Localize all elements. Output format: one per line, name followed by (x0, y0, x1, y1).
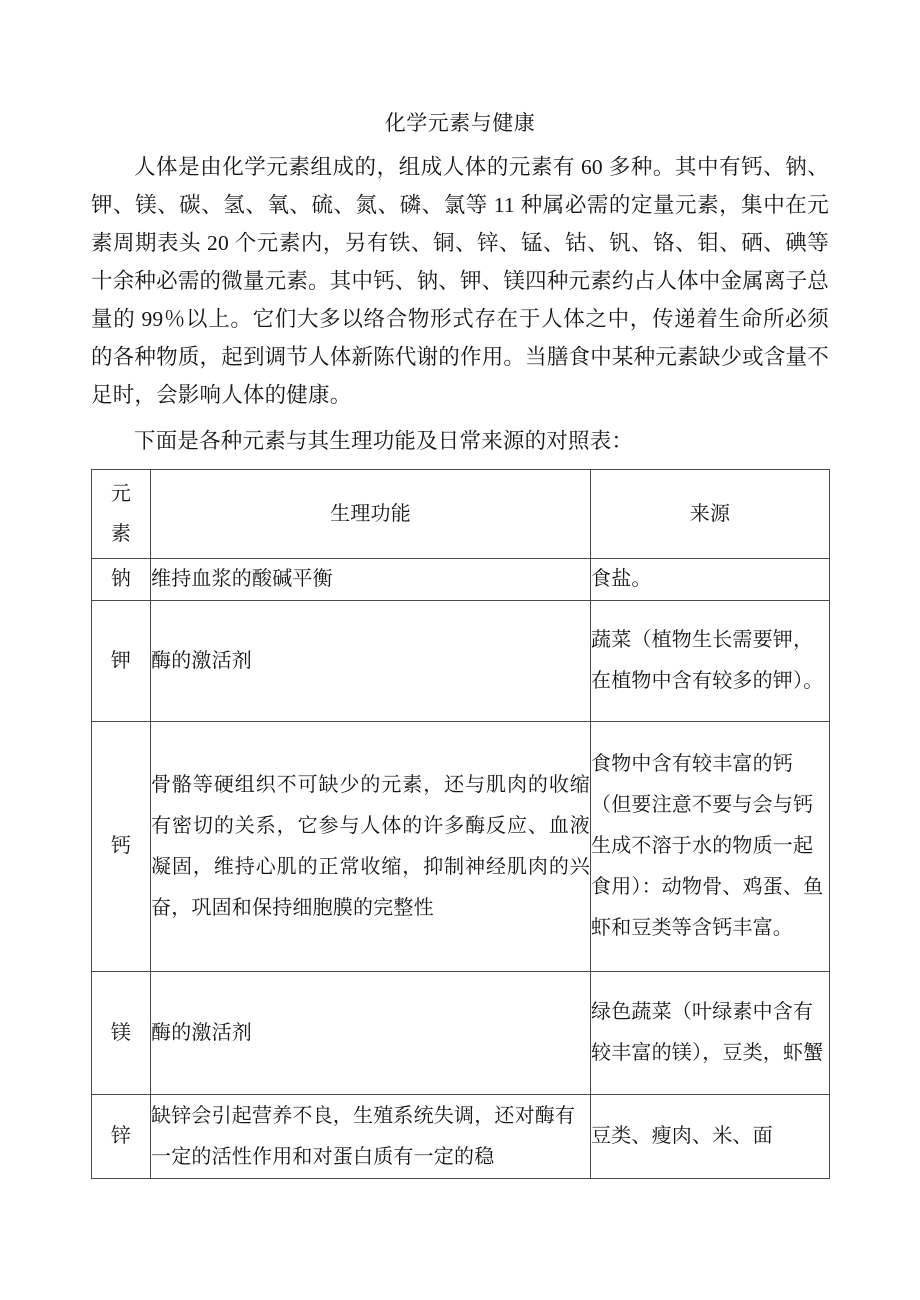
cell-function: 酶的激活剂 (151, 601, 591, 722)
table-header-row (92, 470, 830, 559)
cell-element: 镁 (92, 972, 151, 1095)
column-header-source: 来源 (591, 470, 830, 559)
cell-source: 绿色蔬菜（叶绿素中含有较丰富的镁），豆类，虾蟹 (591, 972, 830, 1095)
column-header-element-line2: 素 (110, 523, 132, 545)
page-title: 化学元素与健康 (384, 111, 536, 135)
table-row (92, 1095, 830, 1179)
column-header-element-line1: 元 (110, 483, 132, 505)
cell-source: 豆类、瘦肉、米、面 (591, 1095, 830, 1179)
elements-table (91, 469, 830, 1179)
cell-source: 食物中含有较丰富的钙（但要注意不要与会与钙生成不溶于水的物质一起食用）：动物骨、鸡蛋、鱼虾和豆类等含钙丰富。 (591, 722, 830, 972)
cell-function: 缺锌会引起营养不良，生殖系统失调，还对酶有一定的活性作用和对蛋白质有一定的稳 (151, 1095, 591, 1179)
intro-paragraph: 人体是由化学元素组成的，组成人体的元素有 60 多种。其中有钙、钠、钾、镁、碳、氢、氧、硫、氮、磷、氯等 11 种属必需的定量元素，集中在元素周期表头 20 个元素内，另有铁、铜、锌、锰、钴、钒、铬、钼、硒、碘等十余种必需的微量元素。其中钙、钠、钾、镁四种元素约占人体中金属离子总量的 99％以上。它们大多以络合物形式存在于人体之中，传递着生命所必须的各种物质，起到调节人体新陈代谢的作用。当膳食中某种元素缺少或含量不足时，会影响人体的健康。 (91, 155, 829, 407)
table-intro-paragraph: 下面是各种元素与其生理功能及日常来源的对照表： (134, 429, 634, 453)
table-row (92, 972, 830, 1095)
cell-source: 蔬菜（植物生长需要钾，在植物中含有较多的钾）。 (591, 601, 830, 722)
cell-element: 钠 (92, 559, 151, 601)
cell-function: 骨骼等硬组织不可缺少的元素，还与肌肉的收缩有密切的关系，它参与人体的许多酶反应、血液凝固，维持心肌的正常收缩，抑制神经肌肉的兴奋，巩固和保持细胞膜的完整性 (151, 722, 591, 972)
cell-element: 锌 (92, 1095, 151, 1179)
table-row (92, 722, 830, 972)
cell-source: 食盐。 (591, 559, 830, 601)
column-header-function: 生理功能 (151, 470, 591, 559)
table-row (92, 601, 830, 722)
cell-function: 维持血浆的酸碱平衡 (151, 559, 591, 601)
cell-element: 钾 (92, 601, 151, 722)
document-content (91, 0, 829, 1179)
table-row (92, 559, 830, 601)
cell-function: 酶的激活剂 (151, 972, 591, 1095)
cell-element: 钙 (92, 722, 151, 972)
column-header-element (92, 470, 151, 559)
